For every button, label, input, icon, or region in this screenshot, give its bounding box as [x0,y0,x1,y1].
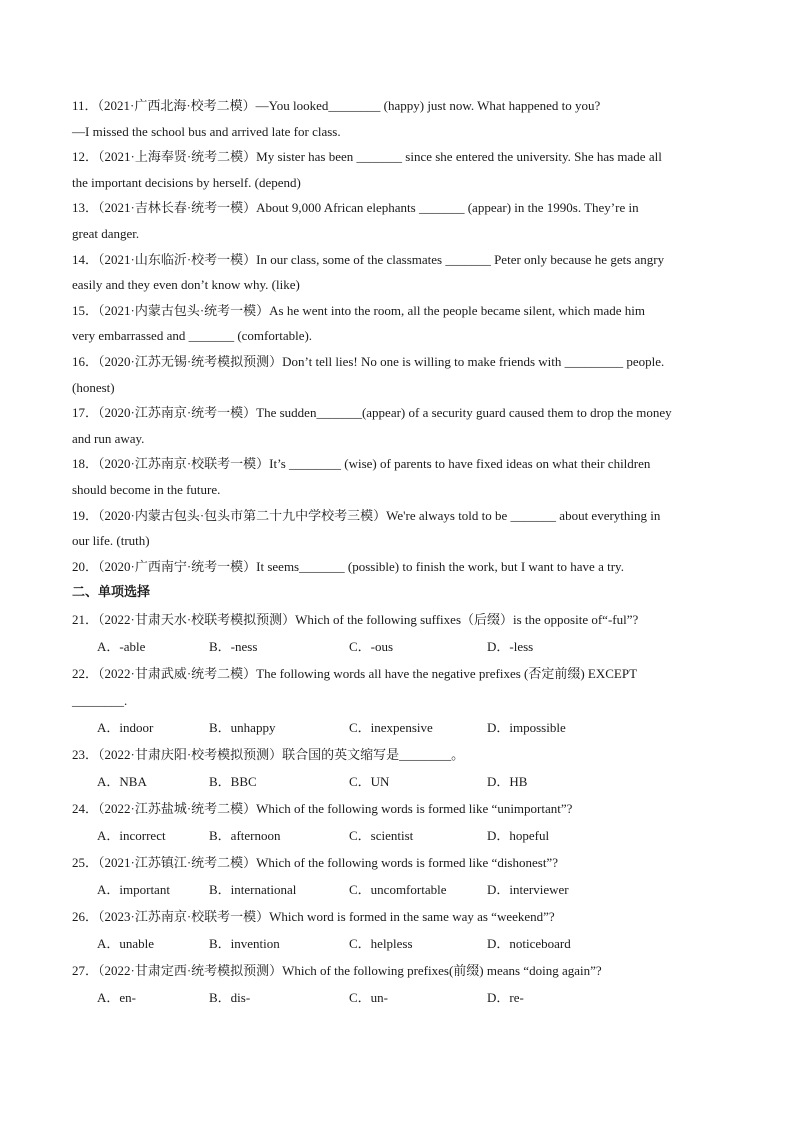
question-21 [72,606,722,660]
option-b: B．BBC [209,774,257,790]
option-c: C．inexpensive [349,720,433,736]
option-d: D．hopeful [487,828,550,844]
option-b: B．unhappy [209,720,276,736]
question-18 [72,451,722,502]
option-b: B．afternoon [209,828,281,844]
question-27 [72,957,722,1011]
question-stem: 23．（2022·甘肃庆阳·校考模拟预测）联合国的英文缩写是________。 [72,747,465,763]
option-b: B．invention [209,936,280,952]
option-d: D．-less [487,639,534,655]
question-25 [72,849,722,903]
option-c: C．scientist [349,828,414,844]
mcq-section [72,606,722,1011]
question-17 [72,400,722,451]
question-22 [72,660,722,741]
question-line: 15．（2021·内蒙古包头·统考一模）As he went into the room, all the people became silent, which made him [72,302,645,318]
option-a: A．-able [97,639,146,655]
options-row [72,822,722,849]
options-row [72,768,722,795]
question-20 [72,554,722,580]
question-line: 12．（2021·上海奉贤·统考二模）My sister has been _______ since she entered the university. She has made all [72,149,662,165]
option-a: A．important [97,882,170,898]
option-b: B．-ness [209,639,258,655]
option-c: C．helpless [349,936,413,952]
question-line: 11．（2021·广西北海·校考二模）—You looked________ (happy) just now. What happened to you? [72,98,601,113]
option-d: D．impossible [487,720,566,736]
question-line: 17．（2020·江苏南京·统考一模）The sudden_______(appear) of a security guard caused them to drop the money [72,405,672,421]
question-line: very embarrassed and _______ (comfortable). [72,328,313,344]
question-line: 18．（2020·江苏南京·校联考一模）It’s ________ (wise) of parents to have fixed ideas on what their children [72,456,651,472]
option-d: D．interviewer [487,882,569,898]
options-row [72,876,722,903]
options-row [72,714,722,741]
question-line: our life. (truth) [72,533,150,549]
option-d: D．HB [487,774,528,790]
option-b: B．international [209,882,297,898]
question-19 [72,503,722,554]
question-line: 19．（2020·内蒙古包头·包头市第二十九中学校考三模）We're always told to be _______ about everything in [72,507,661,523]
question-line: should become in the future. [72,481,221,497]
option-a: A．indoor [97,720,154,736]
option-a: A．NBA [97,774,147,790]
question-line: and run away. [72,430,145,446]
question-stem: 25．（2021·江苏镇江·统考二模）Which of the following words is formed like “dishonest”? [72,855,558,871]
question-line: 13．（2021·吉林长春·统考一模）About 9,000 African elephants _______ (appear) in the 1990s. They’re in [72,200,639,216]
question-line: 16．（2020·江苏无锡·统考模拟预测）Don’t tell lies! No one is willing to make friends with _________ people. [72,353,665,369]
question-stem: 27．（2022·甘肃定西·统考模拟预测）Which of the following prefixes(前缀) means “doing again”? [72,963,602,979]
option-a: A．en- [97,990,136,1006]
question-stem: 24．（2022·江苏盐城·统考二模）Which of the following words is formed like “unimportant”? [72,801,573,817]
option-b: B．dis- [209,990,251,1006]
question-stem: 26．（2023·江苏南京·校联考一模）Which word is formed in the same way as “weekend”? [72,909,555,925]
question-line: —I missed the school bus and arrived late for class. [72,123,341,139]
options-row [72,930,722,957]
worksheet [72,93,722,1011]
section-heading: 二、单项选择 [72,585,151,601]
question-stem: 21．（2022·甘肃天水·校联考模拟预测）Which of the following suffixes（后缀）is the opposite of“-ful”? [72,612,639,628]
option-d: D．re- [487,990,524,1006]
question-line: the important decisions by herself. (depend) [72,174,301,190]
question-15 [72,298,722,349]
question-23 [72,741,722,795]
question-line: great danger. [72,225,140,241]
option-c: C．uncomfortable [349,882,447,898]
option-c: C．UN [349,774,390,790]
fill-in-section [72,93,722,579]
question-13 [72,195,722,246]
option-d: D．noticeboard [487,936,571,952]
options-row [72,633,722,660]
option-c: C．un- [349,990,389,1006]
question-11 [72,93,722,144]
option-a: A．unable [97,936,155,952]
question-24 [72,795,722,849]
question-stem: 22．（2022·甘肃武威·统考二模）The following words all have the negative prefixes (否定前缀) EXCEPT [72,666,638,682]
question-26 [72,903,722,957]
question-stem: ________. [72,693,128,709]
question-line: (honest) [72,379,115,395]
question-line: 14．（2021·山东临沂·校考一模）In our class, some of the classmates _______ Peter only because he gets angry [72,251,665,267]
question-14 [72,247,722,298]
question-line: easily and they even don’t know why. (like) [72,277,300,293]
question-16 [72,349,722,400]
question-line: 20．（2020·广西南宁·统考一模）It seems_______ (possible) to finish the work, but I want to have a try. [72,558,624,574]
option-a: A．incorrect [97,828,166,844]
option-c: C．-ous [349,639,394,655]
question-12 [72,144,722,195]
options-row [72,984,722,1011]
